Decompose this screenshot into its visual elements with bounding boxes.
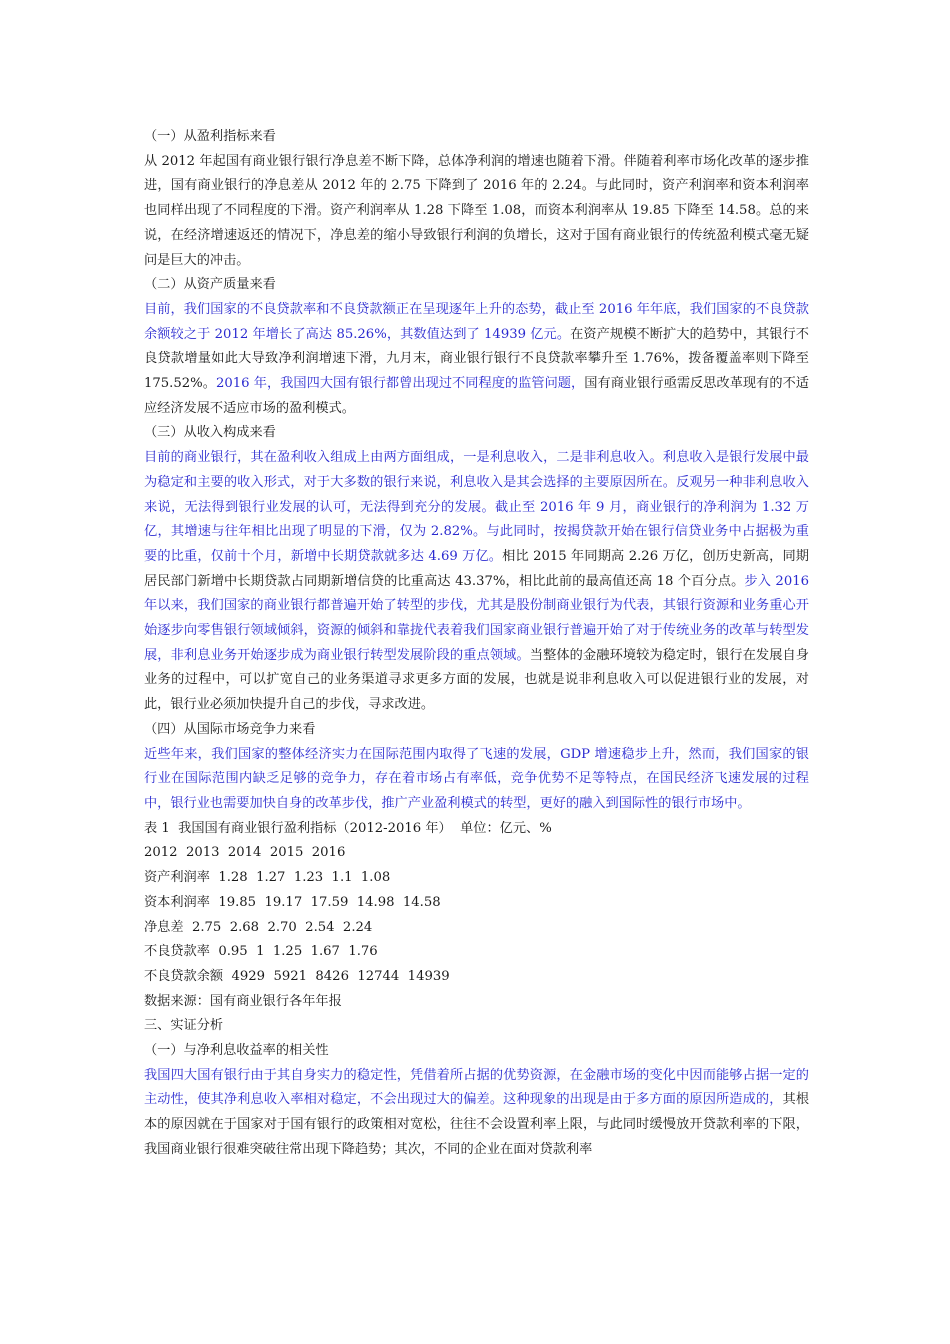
table-row: 资本利润率 19.85 19.17 17.59 14.98 14.58 [144,894,441,910]
section-3-heading: （三）从收入构成来看 [144,425,276,441]
table-header-row: 2012 2013 2014 2015 2016 [144,845,346,861]
analysis-text: 其根本的原因就在于国家对于国有银行的政策相对宽松，往往不会设置利率上限，与此同时缓慢放开贷款利率的下限，我国商业银行很难突破往常出现下降趋势；其次，不同的企业在面对贷款利率 [144,1092,810,1157]
analysis-heading: 三、实证分析 [144,1018,224,1034]
document-body [144,125,809,1163]
section-3-text-highlighted: 目前的商业银行，其在盈利收入组成上由两方面组成，一是利息收入，二是非利息收入。利息收入是银行发展中最为稳定和主要的收入形式，对于大多数的银行来说，利息收入是其会选择的主要原因所在。反观另一种非利息收入来说，无法得到银行业发展的认可，无法得到充分的发展。截止至 2016 年 9 月，商业银行的净利润为 1.32 万亿，其增速与往年相比出现了明显的下滑，仅为 2.82%。与此同时，按揭贷款开始在银行信贷业务中占据极为重要的比重，仅前十个月，新增中长期贷款就多达 4.69 万亿。 [144,450,809,564]
analysis-paragraph [144,1064,809,1163]
table-row: 不良贷款率 0.95 1 1.25 1.67 1.76 [144,944,378,960]
section-2-text-2: 国有商业银行亟需反思改革现有的不适应经济发展不适应市场的盈利模式。 [144,376,809,416]
section-3-paragraph [144,446,809,718]
table-row: 净息差 2.75 2.68 2.70 2.54 2.24 [144,919,373,935]
section-2-text: 在资产规模不断扩大的趋势中，其银行不良贷款增量如此大导致净利润增速下滑，九月末，商业银行银行不良贷款率攀升至 1.76%，拨备覆盖率则下降至 175.52%。 [144,326,809,392]
analysis-sub-heading: （一）与净利息收益率的相关性 [144,1043,329,1059]
table-caption: 表 1 我国国有商业银行盈利指标（2012-2016 年） 单位：亿元、% [144,820,552,836]
section-3-text-highlighted-2: 步入 2016 年以来，我们国家的商业银行都普遍开始了转型的步伐，尤其是股份制商业银行为代表，其银行资源和业务重心开始逐步向零售银行领域倾斜，资源的倾斜和靠拢代表着我们国家商业银行普遍开始了对于传统业务的改革与转型发展，非利息业务开始逐步成为商业银行转型发展阶段的重点领域。 [144,573,809,663]
section-2-text-highlighted-2: 2016 年，我国四大国有银行都曾出现过不同程度的监管问题， [215,376,585,392]
section-2-text-highlighted: 目前，我们国家的不良贷款率和不良贷款额正在呈现逐年上升的态势，截止至 2016 年年底，我们国家的不良贷款余额较之于 2012 年增长了高达 85.26%，其数值达到了 14939 亿元。 [144,301,809,342]
section-1-heading: （一）从盈利指标来看 [144,129,276,144]
table-row: 不良贷款余额 4929 5921 8426 12744 14939 [144,968,450,984]
analysis-text-highlighted: 我国四大国有银行由于其自身实力的稳定性，凭借着所占据的优势资源，在金融市场的变化中因而能够占据一定的主动性，使其净利息收入率相对稳定，不会出现过大的偏差。这种现象的出现是由于多方面的原因所造成的， [144,1067,809,1108]
section-2-paragraph [144,298,809,422]
section-1-paragraph: 从 2012 年起国有商业银行银行净息差不断下降，总体净利润的增速也随着下滑。伴随着利率市场化改革的逐步推进，国有商业银行的净息差从 2012 年的 2.75 下降到了 2016 年的 2.24。与此同时，资产利润率和资本利润率也同样出现了不同程度的下滑。资产利润率从 1.28 下降至 1.08，而资本利润率从 19.85 下降至 14.58。总的来说，在经济增速返还的情况下，净息差的缩小导致银行利润的负增长，这对于国有商业银行的传统盈利模式毫无疑问是巨大的冲击。 [144,153,809,268]
section-3-text-2: 当整体的金融环境较为稳定时，银行在发展自身业务的过程中，可以扩宽自己的业务渠道寻求更多方面的发展，也就是说非利息收入可以促进银行业的发展，对此，银行业必须加快提升自己的步伐，寻求改进。 [144,647,809,713]
table-row: 资产利润率 1.28 1.27 1.23 1.1 1.08 [144,870,391,886]
section-4-paragraph: 近些年来，我们国家的整体经济实力在国际范围内取得了飞速的发展，GDP 增速稳步上升，然而，我们国家的银行业在国际范围内缺乏足够的竞争力，存在着市场占有率低，竞争优势不足等特点，在国民经济飞速发展的过程中，银行业也需要加快自身的改革步伐，推广产业盈利模式的转型，更好的融入到国际性的银行市场中。 [144,746,809,811]
section-3-text: 相比 2015 年同期高 2.26 万亿，创历史新高，同期居民部门新增中长期贷款占同期新增信贷的比重高达 43.37%，相比此前的最高值还高 18 个百分点。 [144,548,809,589]
table-source: 数据来源：国有商业银行各年年报 [144,993,342,1009]
section-4-heading: （四）从国际市场竞争力来看 [144,721,316,737]
section-2-heading: （二）从资产质量来看 [144,277,276,293]
